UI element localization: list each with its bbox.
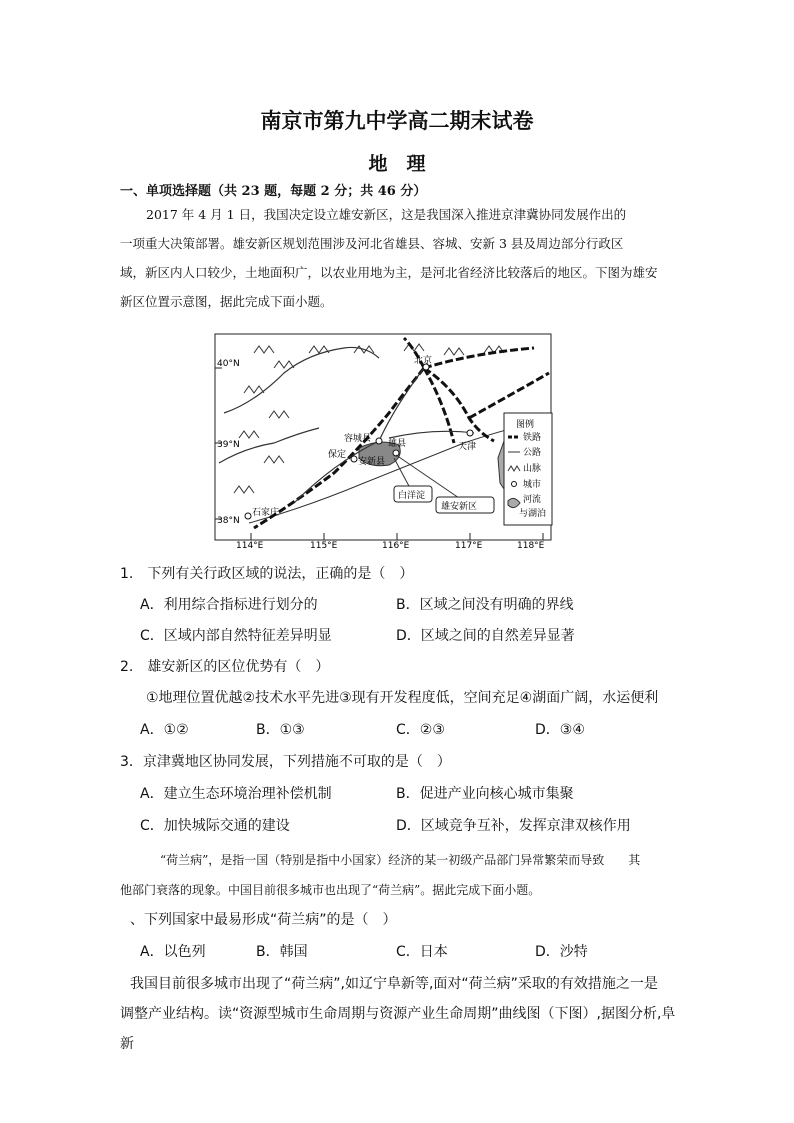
place-baiyangdian: 白洋淀	[398, 491, 426, 501]
tail-line: 新	[120, 1036, 134, 1052]
legend-mountain: 山脉	[523, 464, 542, 474]
legend-highway: 公路	[523, 448, 542, 458]
question-1-stem: 1. 下列有关行政区域的说法，正确的是（ ）	[120, 566, 414, 582]
question-1-option-d[interactable]: D．区域之间的自然差异显著	[396, 628, 575, 644]
tail-paragraph	[120, 969, 680, 1059]
question-3-option-b[interactable]: B．促进产业向核心城市集聚	[396, 786, 574, 802]
city-baoding	[351, 456, 357, 462]
legend-railway: 铁路	[523, 433, 542, 443]
question-4-option-c[interactable]: C．日本	[396, 944, 448, 960]
tail-line: 我国目前很多城市出现了“荷兰病”,如辽宁阜新等,面对“荷兰病”采取的有效措施之一是	[130, 976, 658, 992]
city-rongcheng	[376, 438, 382, 444]
intro-line: 新区位置示意图，据此完成下面小题。	[120, 294, 333, 309]
dutch-disease-intro	[120, 845, 680, 905]
question-2-stem: 2. 雄安新区的区位优势有（ ）	[120, 659, 330, 675]
question-2-option-b[interactable]: B．①③	[256, 722, 305, 738]
page-title: 南京市第九中学高二期末试卷	[260, 108, 534, 133]
question-4-option-b[interactable]: B．韩国	[256, 944, 308, 960]
question-2-option-d[interactable]: D．③④	[535, 722, 585, 738]
section-heading: 一、单项选择题（共 23 题，每题 2 分；共 46 分）	[120, 184, 427, 199]
legend-title: 图例	[516, 420, 535, 430]
lat-label: 39°N	[217, 440, 240, 450]
xiongan-location-map	[214, 333, 558, 550]
question-4-stem: 、下列国家中最易形成“荷兰病”的是（ ）	[130, 912, 397, 928]
legend-river: 河流	[523, 495, 542, 505]
question-3-option-d[interactable]: D．区域竞争互补，发挥京津双核作用	[396, 818, 631, 834]
place-xiongan: 雄安新区	[441, 502, 478, 512]
question-2-option-a[interactable]: A．①②	[140, 722, 189, 738]
question-4-option-a[interactable]: A．以色列	[140, 944, 206, 960]
intro-line: 一项重大决策部署。雄安新区规划范围涉及河北省雄县、容城、安新 3 县及周边部分行政区	[120, 236, 624, 251]
lon-label: 114°E	[236, 541, 264, 550]
place-tianjin: 天津	[458, 442, 477, 452]
tail-line: 调整产业结构。读“资源型城市生命周期与资源产业生命周期”曲线图（下图）,据图分析,阜	[120, 1006, 676, 1022]
legend-city-symbol	[512, 482, 517, 487]
legend-lake: 与湖泊	[519, 509, 547, 519]
question-4-option-d[interactable]: D．沙特	[535, 944, 588, 960]
place-beijing: 北京	[414, 356, 433, 366]
intro-paragraph	[120, 200, 680, 316]
lat-label: 38°N	[217, 516, 240, 526]
question-1-option-a[interactable]: A．利用综合指标进行划分的	[140, 597, 318, 613]
place-anxin: 安新县	[358, 457, 386, 467]
subject-title: 地 理	[368, 153, 426, 175]
lon-label: 116°E	[382, 541, 410, 550]
lat-label: 40°N	[217, 359, 240, 369]
place-shijiazhuang: 石家庄	[252, 508, 280, 518]
question-3-stem: 3．京津冀地区协同发展，下列措施不可取的是（ ）	[120, 754, 451, 770]
city-tianjin	[467, 430, 473, 436]
place-xiongxian: 雄县	[388, 439, 407, 449]
legend-city: 城市	[523, 480, 542, 490]
question-2-option-c[interactable]: C．②③	[396, 722, 445, 738]
dutch-intro-line: “荷兰病”，是指一国（特别是指中小国家）经济的某一初级产品部门异常繁荣而导致 其	[160, 853, 641, 867]
question-1-option-c[interactable]: C．区域内部自然特征差异明显	[140, 628, 332, 644]
lon-label: 117°E	[455, 541, 483, 550]
question-1-option-b[interactable]: B．区域之间没有明确的界线	[396, 597, 574, 613]
place-baoding: 保定	[328, 450, 347, 460]
dutch-intro-line: 他部门衰落的现象。中国目前很多城市也出现了“荷兰病”。据此完成下面小题。	[120, 883, 541, 897]
place-rongcheng: 容城县	[344, 434, 372, 444]
question-3-option-c[interactable]: C．加快城际交通的建设	[140, 818, 290, 834]
city-shijiazhuang	[245, 513, 251, 519]
lon-label: 118°E	[517, 541, 545, 550]
lon-label: 115°E	[310, 541, 338, 550]
intro-line: 域，新区内人口较少，土地面积广，以农业用地为主，是河北省经济比较落后的地区。下图为雄安	[120, 265, 658, 280]
question-2-statements: ①地理位置优越②技术水平先进③现有开发程度低，空间充足④湖面广阔，水运便利	[146, 690, 659, 706]
question-3-option-a[interactable]: A．建立生态环境治理补偿机制	[140, 786, 332, 802]
intro-line: 2017 年 4 月 1 日，我国决定设立雄安新区，这是我国深入推进京津冀协同发展作出的	[146, 207, 627, 222]
